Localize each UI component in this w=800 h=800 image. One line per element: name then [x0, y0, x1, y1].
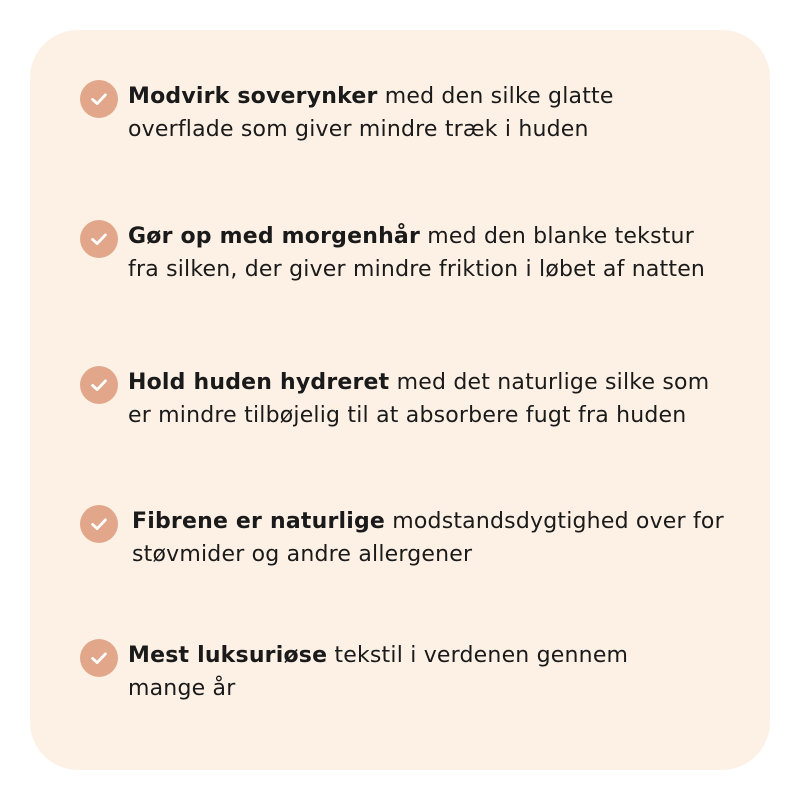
check-icon [80, 220, 118, 258]
benefit-description-line1: med det naturlige silke som [389, 370, 710, 395]
benefit-text [128, 639, 768, 705]
check-icon [80, 366, 118, 404]
benefit-description-line2: fra silken, der giver mindre friktion i løbet af natten [128, 257, 706, 282]
benefit-text [132, 505, 772, 571]
benefit-text [128, 80, 768, 146]
benefit-description-line1: tekstil i verdenen gennem [327, 643, 629, 668]
check-icon [80, 639, 118, 677]
benefit-title: Fibrene er naturlige [132, 509, 386, 534]
benefit-title: Modvirk soverynker [128, 84, 378, 109]
benefit-description-line1: med den blanke tekstur [420, 224, 694, 249]
benefit-description-line2: er mindre tilbøjelig til at absorbere fugt fra huden [128, 403, 687, 428]
benefit-title: Gør op med morgenhår [128, 224, 421, 249]
benefit-text [128, 366, 768, 432]
benefit-title: Mest luksuriøse [128, 643, 328, 668]
benefit-text [128, 220, 768, 286]
benefit-description-line2: overflade som giver mindre træk i huden [128, 117, 589, 142]
benefit-title: Hold huden hydreret [128, 370, 390, 395]
benefit-description-line2: mange år [128, 676, 236, 701]
benefit-description-line2: støvmider og andre allergener [132, 542, 473, 567]
check-icon [80, 80, 118, 118]
benefit-description-line1: med den silke glatte [377, 84, 614, 109]
benefit-description-line1: modstandsdygtighed over for [385, 509, 724, 534]
check-icon [80, 505, 118, 543]
